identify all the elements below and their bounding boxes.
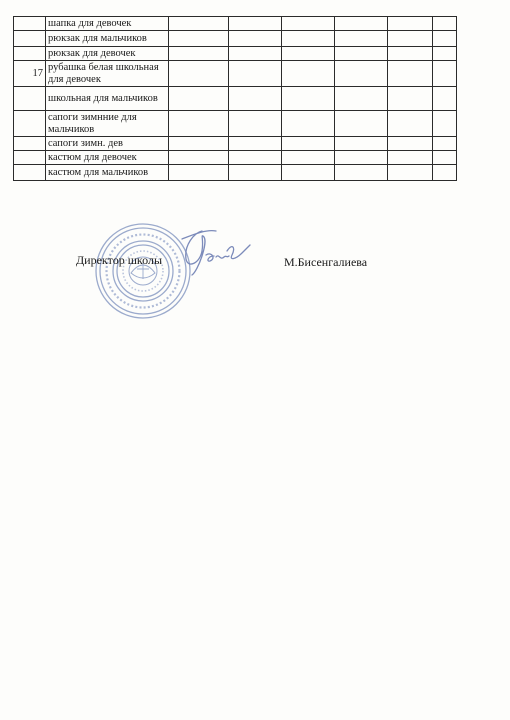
empty-cell [388, 47, 433, 61]
empty-cell [282, 47, 335, 61]
table-row [14, 87, 457, 111]
item-name: сапоги зимн. дев [46, 137, 169, 151]
empty-cell [229, 87, 282, 111]
empty-cell [282, 151, 335, 165]
empty-cell [335, 87, 388, 111]
table-row [14, 17, 457, 31]
empty-cell [433, 111, 457, 137]
empty-cell [229, 137, 282, 151]
empty-cell [335, 151, 388, 165]
table-row [14, 151, 457, 165]
empty-cell [335, 61, 388, 87]
empty-cell [169, 165, 229, 181]
empty-cell [388, 111, 433, 137]
item-name: шапка для девочек [46, 17, 169, 31]
empty-cell [433, 137, 457, 151]
table-row [14, 47, 457, 61]
table-row [14, 137, 457, 151]
empty-cell [282, 61, 335, 87]
row-number [14, 111, 46, 137]
row-number: 17 [14, 61, 46, 87]
item-name: сапоги зимнние для мальчиков [46, 111, 169, 137]
empty-cell [388, 61, 433, 87]
empty-cell [282, 165, 335, 181]
empty-cell [433, 61, 457, 87]
empty-cell [169, 111, 229, 137]
empty-cell [388, 137, 433, 151]
empty-cell [335, 111, 388, 137]
table-row [14, 111, 457, 137]
item-name: рубашка белая школьная для девочек [46, 61, 169, 87]
empty-cell [335, 137, 388, 151]
empty-cell [388, 87, 433, 111]
empty-cell [229, 151, 282, 165]
empty-cell [335, 165, 388, 181]
empty-cell [282, 87, 335, 111]
item-name: рюкзак для девочек [46, 47, 169, 61]
director-title: Директор школы [76, 253, 163, 267]
row-number [14, 151, 46, 165]
empty-cell [169, 47, 229, 61]
empty-cell [433, 151, 457, 165]
empty-cell [335, 31, 388, 47]
empty-cell [282, 17, 335, 31]
empty-cell [388, 165, 433, 181]
signature-icon [172, 225, 252, 280]
empty-cell [433, 17, 457, 31]
row-number [14, 31, 46, 47]
empty-cell [229, 61, 282, 87]
items-table [13, 16, 457, 181]
items-table-body [14, 17, 457, 181]
empty-cell [282, 111, 335, 137]
table-row [14, 165, 457, 181]
empty-cell [335, 17, 388, 31]
empty-cell [433, 31, 457, 47]
empty-cell [433, 47, 457, 61]
director-name: М.Бисенгалиева [284, 255, 368, 269]
empty-cell [169, 31, 229, 47]
empty-cell [229, 111, 282, 137]
item-name: рюкзак для мальчиков [46, 31, 169, 47]
empty-cell [282, 31, 335, 47]
empty-cell [169, 137, 229, 151]
empty-cell [229, 165, 282, 181]
empty-cell [388, 17, 433, 31]
item-name: кастюм для мальчиков [46, 165, 169, 181]
row-number [14, 47, 46, 61]
row-number [14, 165, 46, 181]
empty-cell [169, 151, 229, 165]
empty-cell [388, 151, 433, 165]
empty-cell [169, 61, 229, 87]
item-name: школьная для мальчиков [46, 87, 169, 111]
empty-cell [169, 17, 229, 31]
table-row [14, 31, 457, 47]
row-number [14, 87, 46, 111]
table-row [14, 61, 457, 87]
empty-cell [229, 17, 282, 31]
empty-cell [282, 137, 335, 151]
empty-cell [433, 165, 457, 181]
item-name: кастюм для девочек [46, 151, 169, 165]
row-number [14, 17, 46, 31]
empty-cell [229, 47, 282, 61]
empty-cell [433, 87, 457, 111]
empty-cell [335, 47, 388, 61]
empty-cell [388, 31, 433, 47]
row-number [14, 137, 46, 151]
empty-cell [229, 31, 282, 47]
empty-cell [169, 87, 229, 111]
